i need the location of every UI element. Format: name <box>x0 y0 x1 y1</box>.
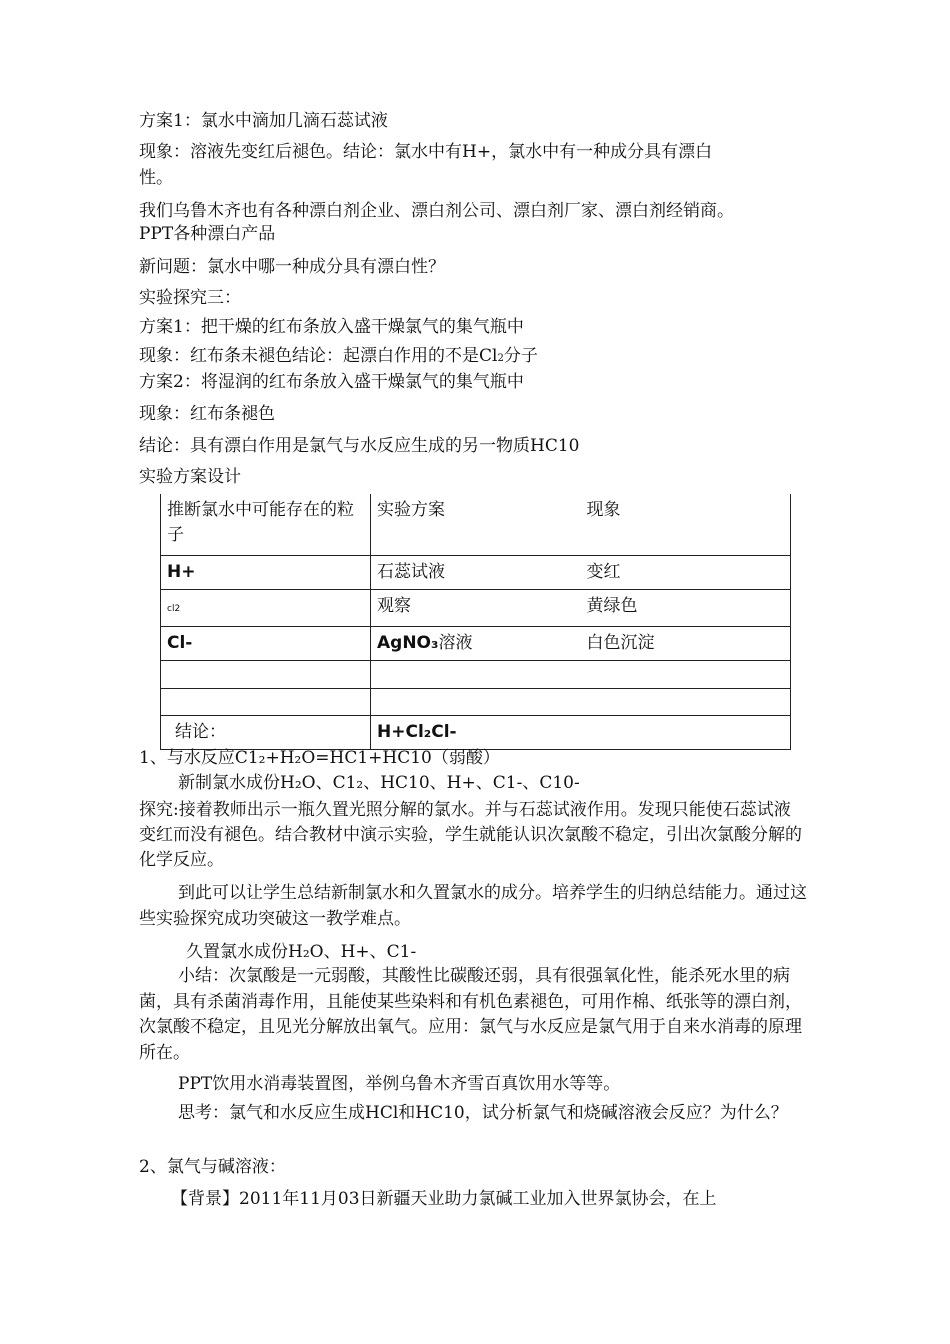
table-cell: Cl- <box>161 626 371 660</box>
table-cell <box>581 660 791 688</box>
text-line: 实验方案设计 <box>139 467 241 487</box>
table-cell: 白色沉淀 <box>581 626 791 660</box>
text-line: 久置氯水成份H₂O、H+、C1- <box>186 942 417 962</box>
paragraph: 探究:接着教师出示一瓶久置光照分解的氯水。并与石蕊试液作用。发现只能使石蕊试液变红而没有褪色。结合教材中演示实验，学生就能认识次氯酸不稳定，引出次氯酸分解的化学反应。 <box>139 800 802 870</box>
text-line: 方案1：把干燥的红布条放入盛干燥氯气的集气瓶中 <box>139 317 524 337</box>
table-cell <box>371 688 581 715</box>
table-cell: 变红 <box>581 555 791 589</box>
text-line: 现象：红布条未褪色结论：起漂白作用的不是Cl2分子 <box>139 346 538 366</box>
table-cell: H+ <box>161 555 371 589</box>
table-header-cell: 实验方案 <box>371 494 581 555</box>
table-header-cell: 推断氯水中可能存在的粒子 <box>161 494 371 555</box>
table-cell: 石蕊试液 <box>371 555 581 589</box>
text-line: 我们乌鲁木齐也有各种漂白剂企业、漂白剂公司、漂白剂厂家、漂白剂经销商。 <box>139 201 734 221</box>
table-cell: AgNO₃溶液 <box>371 626 581 660</box>
text-line: 方案2：将湿润的红布条放入盛干燥氯气的集气瓶中 <box>139 372 524 392</box>
text-line: 新问题：氯水中哪一种成分具有漂白性？ <box>139 257 445 277</box>
text-line: PPT饮用水消毒装置图，举例乌鲁木齐雪百真饮用水等等。 <box>178 1074 621 1094</box>
table-cell: H+Cl₂Cl- <box>371 715 581 749</box>
text-line: 实验探究三： <box>139 288 241 308</box>
table-cell: 观察 <box>371 589 581 626</box>
table-header-cell: 现象 <box>581 494 791 555</box>
text-line: 性。 <box>139 168 173 188</box>
table-cell <box>581 715 791 749</box>
table-cell: 结论： <box>161 715 371 749</box>
text-line: 【背景】2011年11月03日新疆天业助力氯碱工业加入世界氯协会，在上 <box>171 1189 717 1209</box>
table-cell <box>161 688 371 715</box>
paragraph: 思考：氯气和水反应生成HCl和HC10，试分析氯气和烧碱溶液会反应？为什么？ <box>178 1103 788 1123</box>
experiment-table <box>160 494 791 750</box>
text-line: PPT各种漂白产品 <box>139 224 276 244</box>
text-line: 现象：溶液先变红后褪色。结论：氯水中有H+，氯水中有一种成分具有漂白 <box>139 142 713 162</box>
table-cell: cl2 <box>167 603 181 614</box>
table-cell <box>581 688 791 715</box>
text-line: 方案1：氯水中滴加几滴石蕊试液 <box>139 111 388 131</box>
text-line: 2、氯气与碱溶液： <box>139 1157 286 1177</box>
table-cell: 黄绿色 <box>581 589 791 626</box>
paragraph: 到此可以让学生总结新制氯水和久置氯水的成分。培养学生的归纳总结能力。通过这些实验探究成功突破这一教学难点。 <box>139 883 807 929</box>
text-line: 新制氯水成份H₂O、C1₂、HC10、H+、C1-、C10- <box>178 773 580 793</box>
table-cell <box>371 660 581 688</box>
table-cell <box>161 660 371 688</box>
text-line: 结论：具有漂白作用是氯气与水反应生成的另一物质HC10 <box>139 436 580 456</box>
text-line: 1、与水反应C1₂+H₂O=HC1+HC10（弱酸） <box>139 748 500 768</box>
text-line: 现象：红布条褪色 <box>139 404 275 424</box>
paragraph: 小结：次氯酸是一元弱酸，其酸性比碳酸还弱，具有很强氧化性，能杀死水里的病菌，具有杀菌消毒作用，且能使某些染料和有机色素褪色，可用作棉、纸张等的漂白剂，次氯酸不稳定，且见光分解放出氧气。应用：氯气与水反应是氯气用于自来水消毒的原理所在。 <box>139 966 802 1063</box>
